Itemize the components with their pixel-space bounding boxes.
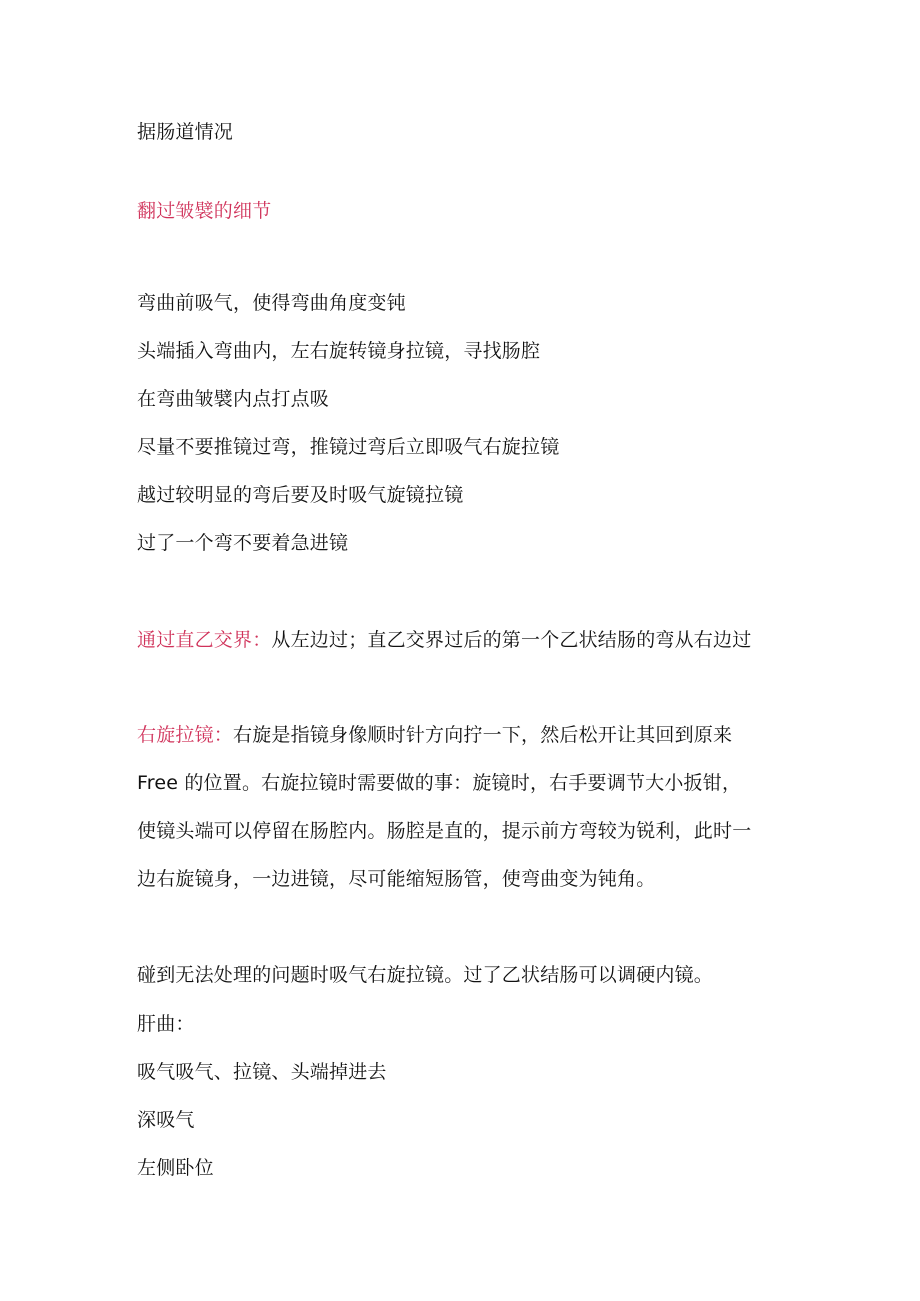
hepatic-step-1: 吸气吸气、拉镜、头端掉进去	[137, 1061, 387, 1083]
rotate-paragraph-line-3: 使镜头端可以停留在肠腔内。肠腔是直的，提示前方弯较为锐利，此时一	[137, 820, 752, 842]
rotate-paragraph-line-4: 边右旋镜身，一边进镜，尽可能缩短肠管，使弯曲变为钝角。	[137, 868, 656, 890]
fold-heading: 翻过皱襞的细节	[137, 200, 272, 222]
rotate-label: 右旋拉镜：	[137, 724, 234, 746]
fold-step-1: 弯曲前吸气，使得弯曲角度变钝	[137, 292, 406, 314]
junction-text: 从左边过；直乙交界过后的第一个乙状结肠的弯从右边过	[271, 629, 752, 651]
fold-step-4: 尽量不要推镜过弯，推镜过弯后立即吸气右旋拉镜	[137, 436, 560, 458]
fold-step-6: 过了一个弯不要着急进镜	[137, 532, 349, 554]
junction-label: 通过直乙交界：	[137, 629, 272, 651]
fold-step-3: 在弯曲皱襞内点打点吸	[137, 388, 330, 410]
fold-step-5: 越过较明显的弯后要及时吸气旋镜拉镜	[137, 484, 464, 506]
rotate-paragraph-line-2: Free 的位置。右旋拉镜时需要做的事：旋镜时，右手要调节大小扳钳，	[137, 772, 742, 794]
hepatic-heading: 肝曲：	[137, 1013, 195, 1035]
problem-text: 碰到无法处理的问题时吸气右旋拉镜。过了乙状结肠可以调硬内镜。	[137, 964, 714, 986]
rotate-paragraph-line-1	[137, 722, 732, 748]
rotate-text-1: 右旋是指镜身像顺时针方向拧一下，然后松开让其回到原来	[233, 724, 733, 746]
hepatic-step-2: 深吸气	[137, 1109, 195, 1131]
hepatic-step-3: 左侧卧位	[137, 1157, 214, 1179]
fold-step-2: 头端插入弯曲内，左右旋转镜身拉镜，寻找肠腔	[137, 340, 541, 362]
intro-text: 据肠道情况	[137, 121, 234, 143]
junction-paragraph	[137, 627, 751, 653]
